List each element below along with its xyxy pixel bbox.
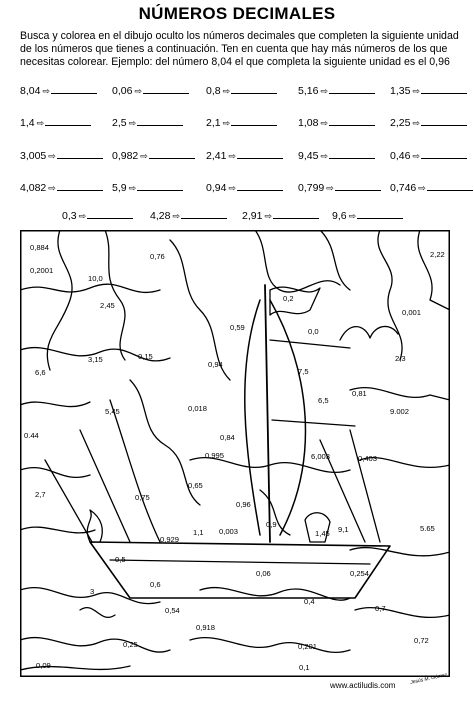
picture-number: 0,7: [375, 604, 386, 613]
picture-number: 3,15: [88, 355, 103, 364]
arrow-right-icon: ⇨: [128, 183, 137, 193]
picture-number: 0,75: [135, 493, 150, 502]
arrow-right-icon: ⇨: [412, 151, 420, 161]
picture-number: 0,918: [196, 623, 216, 632]
exercise-number: 2,25: [390, 117, 411, 129]
arrow-right-icon: ⇨: [222, 118, 231, 128]
exercise-number: 1,08: [298, 117, 319, 129]
picture-number: 0,001: [402, 308, 422, 317]
footer-url: www.actiludis.com: [330, 681, 396, 690]
picture-number: 1,45: [315, 529, 330, 538]
picture-number: 0,2001: [30, 266, 54, 275]
picture-number: 6,5: [318, 396, 329, 405]
answer-blank[interactable]: [329, 84, 375, 94]
picture-number: 0,9: [266, 520, 277, 529]
picture-number: 0,884: [30, 243, 50, 252]
picture-number: 2,22: [430, 250, 445, 259]
picture-number: 0,6: [150, 580, 161, 589]
exercise-number: 9,6: [332, 210, 347, 222]
exercise-item: [206, 116, 277, 129]
exercise-number: 2,5: [112, 117, 127, 129]
exercise-number: 1,4: [20, 117, 35, 129]
picture-number: 7,5: [298, 367, 309, 376]
exercise-item: [390, 149, 467, 162]
exercise-number: 8,04: [20, 85, 41, 97]
picture-number: 6,003: [311, 452, 331, 461]
answer-blank[interactable]: [57, 149, 103, 159]
picture-number: 0,0: [308, 327, 319, 336]
picture-number: 2,7: [35, 490, 46, 499]
arrow-right-icon: ⇨: [412, 118, 420, 128]
picture-number: 10,0: [88, 274, 103, 283]
exercise-number: 2,41: [206, 150, 227, 162]
exercise-item: [390, 116, 467, 129]
picture-number: 0,59: [230, 323, 245, 332]
exercise-number: 2,91: [242, 210, 263, 222]
answer-blank[interactable]: [181, 209, 227, 219]
exercise-item: [112, 84, 189, 97]
exercise-item: [20, 84, 97, 97]
picture-number: 0,4: [304, 597, 315, 606]
exercise-row: [0, 116, 474, 132]
instruction-line: Busca y colorea en el dibujo oculto los números decimales que completen la siguiente unidad: [20, 30, 459, 42]
arrow-right-icon: ⇨: [222, 86, 231, 96]
answer-blank[interactable]: [421, 116, 467, 126]
picture-number: 2,3: [395, 354, 406, 363]
picture-number: 0,09: [36, 661, 51, 670]
picture-number: 2,45: [100, 301, 115, 310]
arrow-right-icon: ⇨: [42, 86, 50, 96]
answer-blank[interactable]: [137, 181, 183, 191]
exercise-row: [0, 84, 474, 100]
arrow-right-icon: ⇨: [48, 183, 56, 193]
exercise-item: [20, 181, 103, 194]
picture-number: 9,1: [338, 525, 349, 534]
arrow-right-icon: ⇨: [140, 151, 148, 161]
picture-number: 3: [90, 587, 95, 596]
exercise-item: [206, 84, 277, 97]
exercise-item: [20, 149, 103, 162]
picture-number: 0,003: [219, 527, 239, 536]
exercise-number: 0,94: [206, 182, 227, 194]
exercise-number: 4,082: [20, 182, 47, 194]
answer-blank[interactable]: [231, 84, 277, 94]
answer-blank[interactable]: [421, 84, 467, 94]
exercise-item: [112, 149, 195, 162]
exercise-number: 0,3: [62, 210, 77, 222]
exercise-number: 2,1: [206, 117, 221, 129]
answer-blank[interactable]: [231, 116, 277, 126]
answer-blank[interactable]: [143, 84, 189, 94]
exercise-row: [0, 149, 474, 165]
picture-number: 0,65: [188, 481, 203, 490]
exercise-item: [332, 209, 403, 222]
arrow-right-icon: ⇨: [348, 211, 357, 221]
answer-blank[interactable]: [149, 149, 195, 159]
arrow-right-icon: ⇨: [412, 86, 420, 96]
picture-number: 0,995: [205, 451, 225, 460]
arrow-right-icon: ⇨: [228, 183, 236, 193]
exercise-item: [206, 181, 283, 194]
picture-number: 0,201: [298, 642, 318, 651]
exercise-row: [0, 209, 474, 225]
picture-number: 5,45: [105, 407, 120, 416]
exercise-item: [390, 181, 473, 194]
answer-blank[interactable]: [335, 181, 381, 191]
exercise-item: [112, 181, 183, 194]
picture-number: 0,76: [150, 252, 165, 261]
picture-number: 0,929: [160, 535, 180, 544]
exercise-item: [62, 209, 133, 222]
answer-blank[interactable]: [87, 209, 133, 219]
picture-number: 0,84: [220, 433, 235, 442]
page-title: NÚMEROS DECIMALES: [138, 4, 336, 23]
hidden-picture: [20, 230, 450, 677]
exercise-item: [242, 209, 319, 222]
exercise-item: [298, 181, 381, 194]
picture-number: 0,403: [358, 454, 378, 463]
instructions: [20, 30, 459, 69]
answer-blank[interactable]: [237, 181, 283, 191]
instruction-line: necesitas colorear. Ejemplo: del número 8,04 el que completa la siguiente unidad es el 0,96: [20, 56, 450, 68]
exercise-number: 0,06: [112, 85, 133, 97]
exercise-number: 3,005: [20, 150, 47, 162]
picture-number: 6,6: [35, 368, 46, 377]
exercise-number: 1,35: [390, 85, 411, 97]
exercise-item: [298, 149, 375, 162]
picture-number: 0,254: [350, 569, 370, 578]
arrow-right-icon: ⇨: [134, 86, 142, 96]
picture-number: 1,1: [193, 528, 204, 537]
answer-blank[interactable]: [421, 149, 467, 159]
exercise-number: 0,746: [390, 182, 417, 194]
picture-number: 0,81: [352, 389, 367, 398]
picture-number: 9.002: [390, 407, 410, 416]
arrow-right-icon: ⇨: [326, 183, 334, 193]
arrow-right-icon: ⇨: [78, 211, 87, 221]
exercise-number: 5,9: [112, 182, 127, 194]
picture-number: 0,018: [188, 404, 208, 413]
answer-blank[interactable]: [427, 181, 473, 191]
exercise-number: 0,799: [298, 182, 325, 194]
arrow-right-icon: ⇨: [320, 118, 328, 128]
arrow-right-icon: ⇨: [36, 118, 45, 128]
exercise-number: 0,8: [206, 85, 221, 97]
exercise-item: [390, 84, 467, 97]
picture-number: 0,94: [208, 360, 223, 369]
exercise-item: [20, 116, 91, 129]
exercise-number: 5,16: [298, 85, 319, 97]
answer-blank[interactable]: [237, 149, 283, 159]
exercise-item: [150, 209, 227, 222]
exercise-number: 4,28: [150, 210, 171, 222]
arrow-right-icon: ⇨: [264, 211, 272, 221]
answer-blank[interactable]: [137, 116, 183, 126]
arrow-right-icon: ⇨: [418, 183, 426, 193]
picture-number: 0,25: [123, 640, 138, 649]
picture-number: 0,96: [236, 500, 251, 509]
exercise-number: 9,45: [298, 150, 319, 162]
instruction-line: de los números que tienes a continuación. Ten en cuenta que hay más números de los que: [20, 43, 448, 55]
picture-number: 0,5: [115, 555, 126, 564]
picture-number: 0,2: [283, 294, 294, 303]
arrow-right-icon: ⇨: [48, 151, 56, 161]
exercise-item: [298, 84, 375, 97]
answer-blank[interactable]: [51, 84, 97, 94]
answer-blank[interactable]: [273, 209, 319, 219]
picture-number: 0,15: [138, 352, 153, 361]
answer-blank[interactable]: [329, 116, 375, 126]
picture-number: 0,54: [165, 606, 180, 615]
exercise-item: [112, 116, 183, 129]
exercise-item: [206, 149, 283, 162]
signature: Jesús M. Gómez: [409, 672, 448, 686]
exercise-number: 0,46: [390, 150, 411, 162]
picture-number: 0.44: [24, 431, 39, 440]
exercise-row: [0, 181, 474, 197]
arrow-right-icon: ⇨: [320, 86, 328, 96]
picture-number: 0,72: [414, 636, 429, 645]
answer-blank[interactable]: [329, 149, 375, 159]
arrow-right-icon: ⇨: [320, 151, 328, 161]
arrow-right-icon: ⇨: [228, 151, 236, 161]
picture-number: 5.65: [420, 524, 435, 533]
arrow-right-icon: ⇨: [172, 211, 180, 221]
answer-blank[interactable]: [57, 181, 103, 191]
answer-blank[interactable]: [357, 209, 403, 219]
arrow-right-icon: ⇨: [128, 118, 137, 128]
answer-blank[interactable]: [45, 116, 91, 126]
exercise-number: 0,982: [112, 150, 139, 162]
picture-number: 0,06: [256, 569, 271, 578]
exercise-item: [298, 116, 375, 129]
picture-number: 0,1: [299, 663, 310, 672]
